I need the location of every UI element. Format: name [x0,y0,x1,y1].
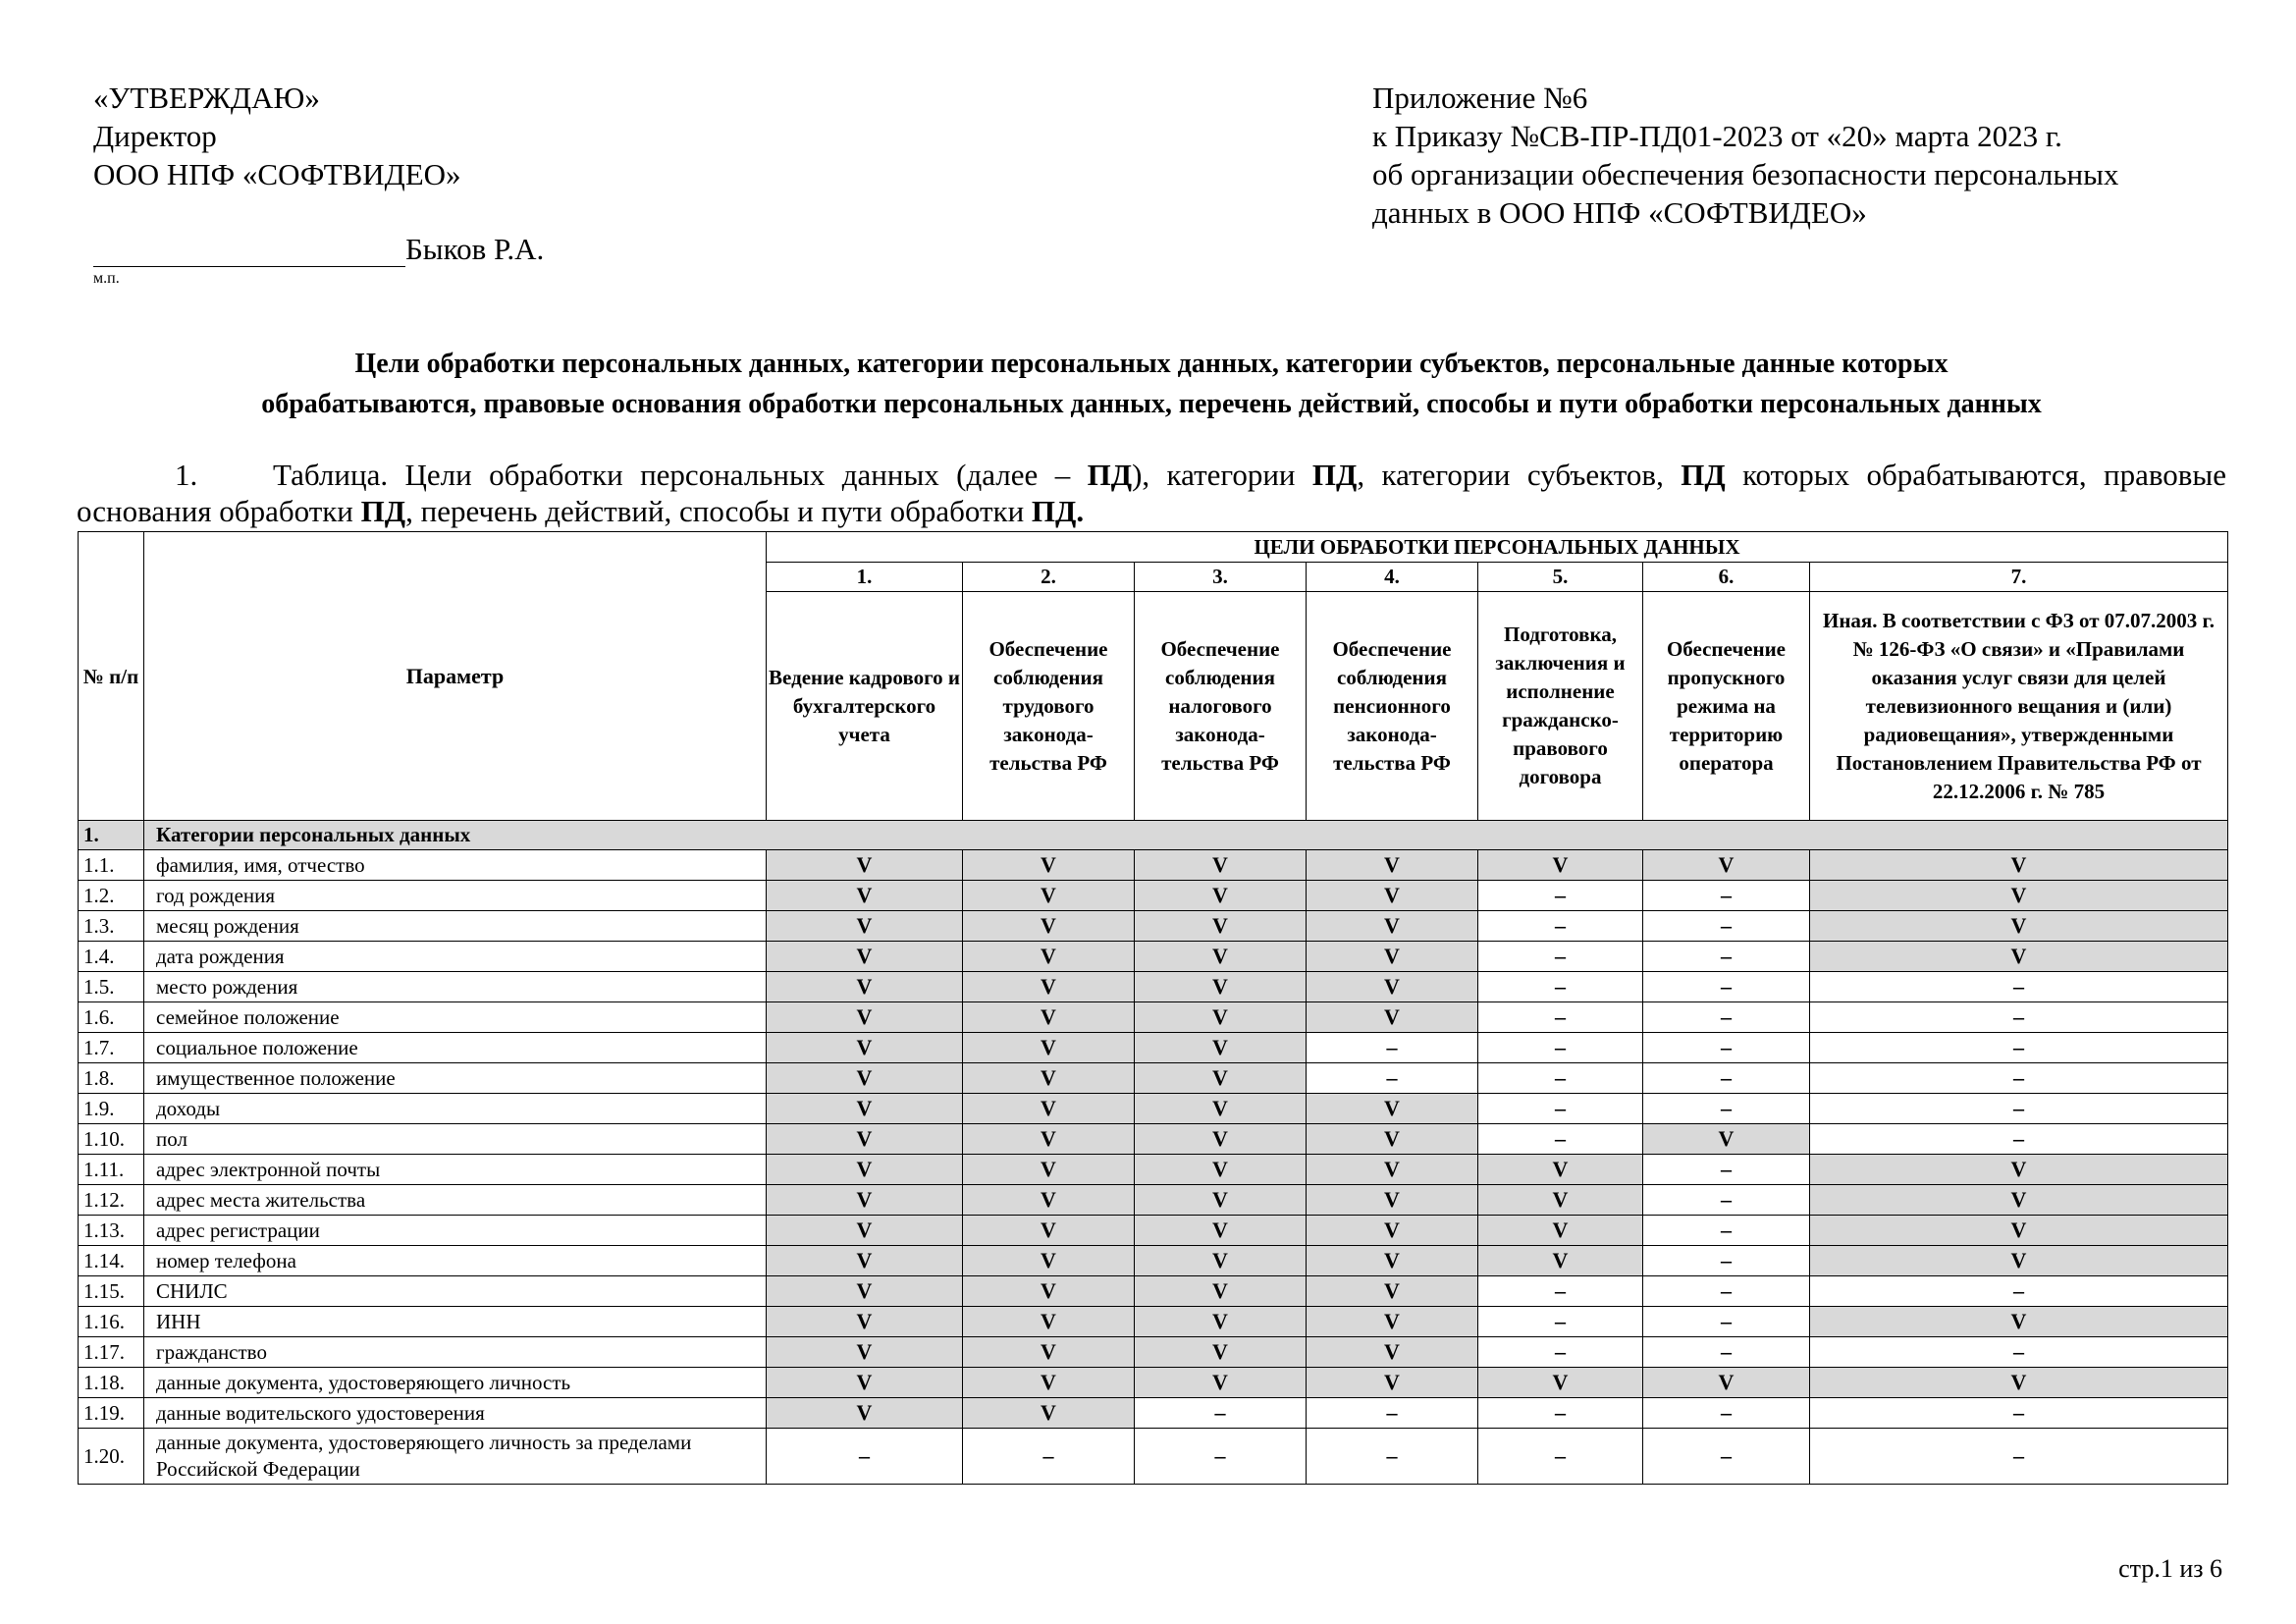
purpose-label: Обеспечение соблюдения трудового законода-тельства РФ [963,592,1135,821]
purpose-cell: V [1643,1124,1810,1155]
purpose-cell: – [1478,911,1643,942]
row-number: 1.3. [79,911,144,942]
section-row [79,821,2228,850]
purpose-cell: V [1307,1368,1478,1398]
purpose-cell: V [1307,881,1478,911]
intro-text-1: Таблица. Цели обработки персональных данных (далее – [273,458,1088,492]
intro-bold-3: ПД [1681,458,1726,492]
purpose-cell: – [1643,1307,1810,1337]
purpose-cell: – [1643,1216,1810,1246]
purpose-cell: V [1478,1185,1643,1216]
approval-position: Директор [93,119,217,153]
purpose-cell: V [1135,1337,1307,1368]
purpose-cell: V [767,1094,963,1124]
table-row [79,972,2228,1002]
intro-text-5: , перечень действий, способы и пути обработки [405,494,1032,528]
purpose-cell: V [767,1246,963,1276]
row-number: 1.8. [79,1063,144,1094]
purpose-cell: – [1643,942,1810,972]
purpose-cell: – [1135,1429,1307,1485]
row-number: 1.11. [79,1155,144,1185]
purpose-label: Обеспечение соблюдения налогового законода-тельства РФ [1135,592,1307,821]
purpose-label: Подготовка, заключения и исполнение гражданско-правового договора [1478,592,1643,821]
row-parameter: данные водительского удостоверения [144,1398,767,1429]
purpose-cell: V [1307,1307,1478,1337]
purpose-cell: – [1810,1124,2228,1155]
purpose-cell: – [1478,1063,1643,1094]
purpose-cell: – [1810,1033,2228,1063]
purpose-cell: V [1307,972,1478,1002]
purpose-cell: – [1307,1063,1478,1094]
row-number: 1.12. [79,1185,144,1216]
document-title-line-2: обрабатываются, правовые основания обработки персональных данных, перечень действий, способы и пути обработки персональных данных [261,389,2042,419]
table-row [79,1368,2228,1398]
purpose-cell: – [1643,1398,1810,1429]
intro-text-3: , категории субъектов, [1357,458,1682,492]
intro-bold-2: ПД [1311,458,1358,492]
table-row [79,1246,2228,1276]
row-parameter: номер телефона [144,1246,767,1276]
purpose-cell: V [767,1216,963,1246]
row-number: 1.18. [79,1368,144,1398]
purpose-cell: V [1135,1276,1307,1307]
purpose-cell: V [1307,1124,1478,1155]
intro-number: 1. [175,458,198,492]
row-parameter: адрес электронной почты [144,1155,767,1185]
purpose-cell: V [1810,1216,2228,1246]
row-number: 1.10. [79,1124,144,1155]
attachment-block [1372,79,2118,232]
purpose-cell: V [767,1337,963,1368]
table-row [79,942,2228,972]
purpose-cell: V [1135,881,1307,911]
purpose-cell: – [1478,1307,1643,1337]
purpose-cell: – [1810,1002,2228,1033]
approval-stamp: «УТВЕРЖДАЮ» [93,81,320,115]
purpose-cell: V [1135,1368,1307,1398]
row-number: 1.5. [79,972,144,1002]
purpose-cell: V [1135,1033,1307,1063]
signature-row [93,232,544,267]
purpose-cell: V [767,881,963,911]
purpose-cell: V [1307,1002,1478,1033]
purpose-cell: V [1810,1155,2228,1185]
purpose-cell: V [1135,1094,1307,1124]
purpose-cell: V [963,1033,1135,1063]
purpose-cell: – [1810,1337,2228,1368]
row-number: 1.6. [79,1002,144,1033]
purpose-cell: V [767,1307,963,1337]
row-parameter: доходы [144,1094,767,1124]
purpose-cell: V [1810,1368,2228,1398]
purpose-cell: – [1643,1337,1810,1368]
row-parameter: ИНН [144,1307,767,1337]
purpose-cell: – [1478,1398,1643,1429]
purpose-cell: V [1307,911,1478,942]
row-number: 1.16. [79,1307,144,1337]
purpose-cell: V [963,1337,1135,1368]
purpose-cell: – [1643,1094,1810,1124]
purpose-cell: – [1307,1398,1478,1429]
row-number: 1.4. [79,942,144,972]
purpose-cell: V [767,972,963,1002]
purpose-label: Обеспечение соблюдения пенсионного законода-тельства РФ [1307,592,1478,821]
purpose-cell: V [1478,1368,1643,1398]
purpose-cell: – [1643,1185,1810,1216]
attachment-line-4: данных в ООО НПФ «СОФТВИДЕО» [1372,195,1867,230]
row-number: 1.9. [79,1094,144,1124]
section-number: 1. [79,821,144,850]
document-title [77,344,2226,424]
row-number: 1.15. [79,1276,144,1307]
purpose-number: 1. [767,563,963,592]
purpose-cell: V [1307,1216,1478,1246]
purpose-cell: V [963,911,1135,942]
table-row [79,1124,2228,1155]
purpose-cell: – [1643,1063,1810,1094]
purpose-cell: – [1810,1429,2228,1485]
row-parameter: семейное положение [144,1002,767,1033]
purpose-cell: V [1307,1276,1478,1307]
attachment-line-1: Приложение №6 [1372,81,1588,115]
row-parameter: дата рождения [144,942,767,972]
purpose-cell: V [767,1368,963,1398]
purpose-cell: – [1643,1429,1810,1485]
purpose-cell: V [963,1307,1135,1337]
purpose-cell: – [1810,1276,2228,1307]
row-number: 1.13. [79,1216,144,1246]
purpose-cell: – [1643,972,1810,1002]
attachment-line-3: об организации обеспечения безопасности персональных [1372,157,2119,191]
purpose-number: 6. [1643,563,1810,592]
purpose-cell: – [1643,1033,1810,1063]
purpose-cell: V [767,1033,963,1063]
purpose-cell: – [1478,1276,1643,1307]
row-number: 1.20. [79,1429,144,1485]
row-number: 1.14. [79,1246,144,1276]
purpose-cell: – [1478,881,1643,911]
purpose-number: 3. [1135,563,1307,592]
purpose-cell: – [1643,1155,1810,1185]
table-row [79,1307,2228,1337]
purpose-label: Обеспечение пропускного режима на территорию оператора [1643,592,1810,821]
intro-bold-1: ПД [1087,458,1133,492]
purpose-cell: V [963,1216,1135,1246]
purpose-cell: V [767,1155,963,1185]
purpose-cell: V [963,1063,1135,1094]
table-row [79,1063,2228,1094]
purpose-number: 2. [963,563,1135,592]
purpose-cell: – [1135,1398,1307,1429]
purpose-cell: V [1135,1216,1307,1246]
purpose-cell: V [963,1124,1135,1155]
purpose-cell: V [1307,850,1478,881]
purpose-cell: V [1135,1124,1307,1155]
row-number: 1.19. [79,1398,144,1429]
purpose-cell: – [1307,1429,1478,1485]
header-npp: № п/п [79,532,144,821]
attachment-line-2: к Приказу №СВ-ПР-ПД01-2023 от «20» марта 2023 г. [1372,119,2062,153]
table-row [79,1094,2228,1124]
purpose-cell: V [963,942,1135,972]
row-parameter: данные документа, удостоверяющего личность [144,1368,767,1398]
row-parameter: пол [144,1124,767,1155]
row-parameter: имущественное положение [144,1063,767,1094]
purpose-number: 4. [1307,563,1478,592]
row-parameter: гражданство [144,1337,767,1368]
purpose-number: 7. [1810,563,2228,592]
purpose-cell: V [767,1002,963,1033]
purpose-cell: – [1478,1033,1643,1063]
row-number: 1.2. [79,881,144,911]
row-parameter: адрес регистрации [144,1216,767,1246]
purpose-cell: V [767,1063,963,1094]
purpose-cell: – [1810,1398,2228,1429]
approval-org: ООО НПФ «СОФТВИДЕО» [93,157,461,191]
purpose-cell: – [1478,1337,1643,1368]
table-row [79,850,2228,881]
purpose-cell: V [963,972,1135,1002]
purpose-cell: V [1478,1246,1643,1276]
row-number: 1.1. [79,850,144,881]
purpose-cell: V [1135,1246,1307,1276]
purpose-cell: V [1135,942,1307,972]
purpose-cell: – [1478,1094,1643,1124]
purpose-cell: V [963,850,1135,881]
approval-block [93,79,461,193]
table-row [79,1276,2228,1307]
purpose-cell: V [963,1246,1135,1276]
purpose-cell: V [963,1185,1135,1216]
row-parameter: фамилия, имя, отчество [144,850,767,881]
purpose-cell: – [1643,881,1810,911]
purpose-cell: V [963,1276,1135,1307]
seal-mark: м.п. [93,270,120,287]
purpose-cell: V [1135,850,1307,881]
purpose-cell: – [1810,1063,2228,1094]
header-purposes-group: ЦЕЛИ ОБРАБОТКИ ПЕРСОНАЛЬНЫХ ДАННЫХ [767,532,2228,563]
intro-text-2: ), категории [1132,458,1312,492]
row-parameter: месяц рождения [144,911,767,942]
purpose-cell: V [1135,1002,1307,1033]
purpose-cell: V [1810,850,2228,881]
page-number: стр.1 из 6 [2118,1554,2222,1583]
signature-line [93,237,405,267]
table-row [79,1398,2228,1429]
purpose-cell: V [767,850,963,881]
intro-bold-4: ПД [360,494,406,528]
header-parameter: Параметр [144,532,767,821]
signer-name: Быков Р.А. [405,232,545,266]
purpose-cell: V [1135,1307,1307,1337]
purpose-number: 5. [1478,563,1643,592]
row-parameter: год рождения [144,881,767,911]
table-row [79,1429,2228,1485]
table-row [79,1002,2228,1033]
purpose-cell: – [1307,1033,1478,1063]
purpose-label: Иная. В соответствии с ФЗ от 07.07.2003 г. № 126-ФЗ «О связи» и «Правилами оказания услуг связи для целей телевизионного вещания и (или) радиовещания», утвержденными Постановлением Правительства РФ от 22.12.2006 г. № 785 [1810,592,2228,821]
purpose-cell: V [1307,1246,1478,1276]
purpose-cell: V [1135,1063,1307,1094]
table-row [79,1185,2228,1216]
table-row [79,911,2228,942]
purpose-cell: V [1810,942,2228,972]
purpose-cell: V [963,1368,1135,1398]
table-row [79,1216,2228,1246]
purpose-cell: – [963,1429,1135,1485]
section-label: Категории персональных данных [144,821,2228,850]
intro-paragraph [77,457,2226,529]
purpose-cell: V [1643,1368,1810,1398]
table-row [79,1033,2228,1063]
row-number: 1.17. [79,1337,144,1368]
purpose-cell: V [767,1185,963,1216]
purpose-cell: V [1135,972,1307,1002]
row-parameter: СНИЛС [144,1276,767,1307]
purpose-cell: V [1810,911,2228,942]
row-parameter: место рождения [144,972,767,1002]
purpose-cell: V [767,1398,963,1429]
row-parameter: адрес места жительства [144,1185,767,1216]
document-title-line-1: Цели обработки персональных данных, категории персональных данных, категории субъектов, персональные данные которых [354,349,1949,379]
purpose-cell: V [963,1398,1135,1429]
purpose-cell: – [767,1429,963,1485]
purpose-cell: V [1643,850,1810,881]
purpose-cell: – [1643,1276,1810,1307]
purpose-cell: V [1307,1185,1478,1216]
purpose-cell: V [1135,911,1307,942]
purpose-cell: – [1643,1002,1810,1033]
intro-text-4: которых обрабатываются, правовые основания обработки [77,458,2226,528]
purpose-cell: V [963,1002,1135,1033]
purpose-cell: V [1810,881,2228,911]
purpose-cell: V [1307,942,1478,972]
purpose-cell: – [1478,1429,1643,1485]
purpose-cell: V [1307,1094,1478,1124]
purpose-cell: V [767,1124,963,1155]
row-number: 1.7. [79,1033,144,1063]
purpose-cell: V [1810,1185,2228,1216]
purpose-cell: – [1810,972,2228,1002]
purpose-cell: V [1478,850,1643,881]
purpose-cell: – [1478,1002,1643,1033]
table-row [79,881,2228,911]
row-parameter: социальное положение [144,1033,767,1063]
table-row [79,1337,2228,1368]
purpose-cell: V [963,881,1135,911]
purpose-cell: V [1478,1155,1643,1185]
purpose-cell: – [1643,1246,1810,1276]
purpose-cell: V [1478,1216,1643,1246]
purpose-cell: – [1643,911,1810,942]
purpose-cell: V [963,1094,1135,1124]
purpose-cell: V [1810,1246,2228,1276]
purpose-cell: V [963,1155,1135,1185]
purpose-cell: V [1810,1307,2228,1337]
purpose-cell: – [1810,1094,2228,1124]
purpose-cell: V [1307,1337,1478,1368]
purpose-cell: V [1135,1185,1307,1216]
purpose-cell: V [767,942,963,972]
pd-purposes-table [78,531,2228,1485]
table-row [79,1155,2228,1185]
purpose-cell: – [1478,1124,1643,1155]
purpose-cell: – [1478,942,1643,972]
purpose-cell: – [1478,972,1643,1002]
intro-bold-5: ПД. [1031,494,1085,528]
row-parameter: данные документа, удостоверяющего личность за пределами Российской Федерации [144,1429,767,1485]
purpose-cell: V [1135,1155,1307,1185]
purpose-cell: V [767,1276,963,1307]
purpose-label: Ведение кадрового и бухгалтерского учета [767,592,963,821]
purpose-cell: V [767,911,963,942]
purpose-cell: V [1307,1155,1478,1185]
